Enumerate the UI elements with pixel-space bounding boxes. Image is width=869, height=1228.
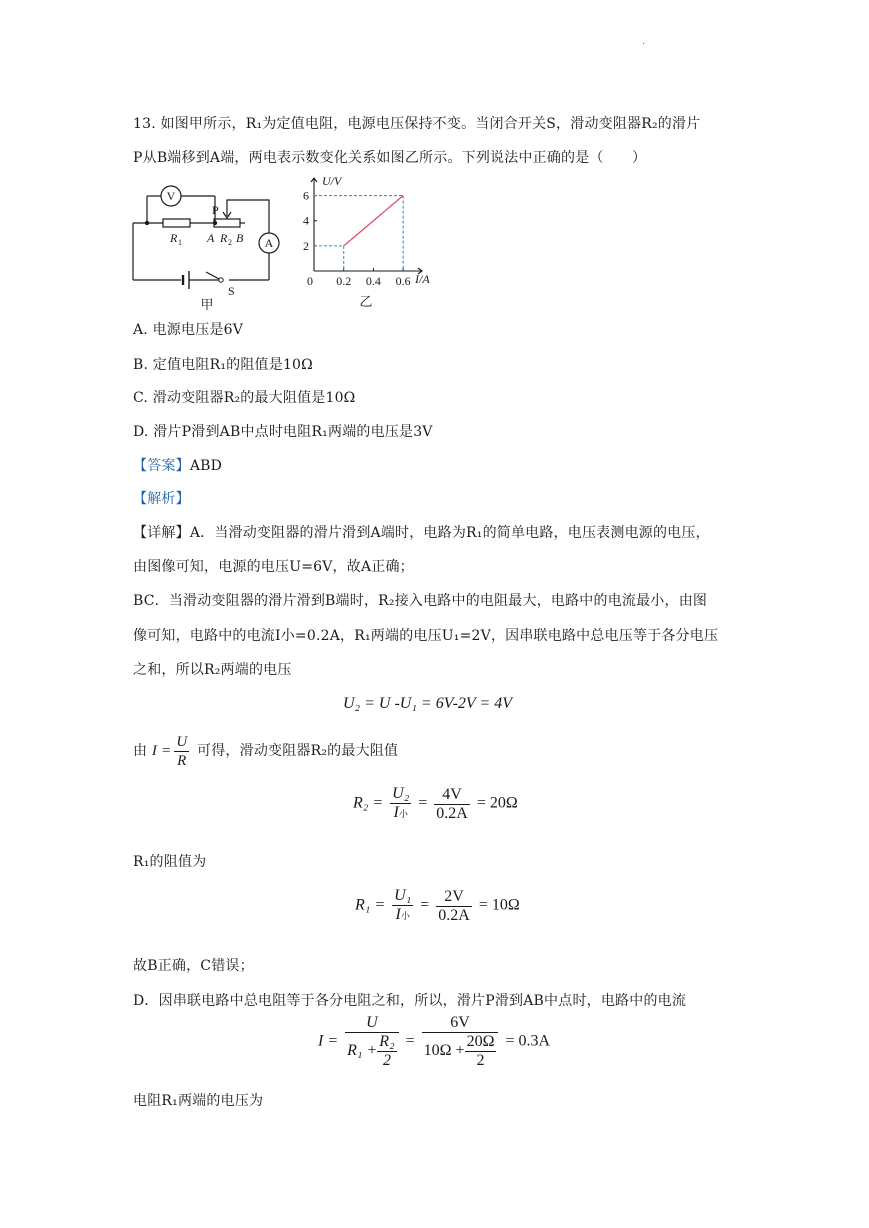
option-d: D. 滑片P滑到AB中点时电阻R₁两端的电压是3V	[133, 424, 433, 440]
i-den2-b-den: 2	[476, 1052, 485, 1069]
r1-lhs: R₁ =	[355, 896, 386, 914]
i-den2-halffrac	[465, 1033, 497, 1070]
x-tick-label: 0.4	[365, 274, 381, 288]
r1-fraction-2	[436, 888, 472, 925]
i-den2-a: 10Ω +	[423, 1042, 465, 1060]
detail-line-10: 电阻R₁两端的电压为	[133, 1093, 264, 1109]
detail-tag: 【详解】	[133, 525, 190, 541]
option-c: C. 滑动变阻器R₂的最大阻值是10Ω	[133, 390, 356, 406]
r1-subscript: 1	[178, 238, 182, 247]
switch-label: S	[228, 284, 235, 298]
graph-caption: 乙	[359, 295, 373, 310]
corner-mark: .	[642, 36, 646, 47]
terminal-b-label: B	[236, 231, 244, 245]
i-lhs: I =	[318, 1032, 339, 1050]
r1-eq: =	[420, 896, 430, 914]
u-i-graph	[300, 168, 450, 313]
r2-num1: U₂	[392, 785, 410, 802]
r1-label: R	[170, 231, 178, 245]
y-tick-label: 6	[303, 188, 309, 203]
y-tick-label: 2	[303, 238, 309, 253]
r1-den1: I	[395, 906, 401, 923]
detail-text-1: A．当滑动变阻器的滑片滑到A端时，电路为R₁的简单电路，电压表测电源的电压，	[189, 525, 710, 541]
r1-den2: 0.2A	[438, 906, 470, 924]
i-num2: 6V	[422, 1014, 499, 1033]
i-fraction-2	[422, 1014, 499, 1070]
resistor-r1-icon	[163, 219, 190, 227]
r2-fraction-1	[390, 785, 411, 823]
switch-contact	[219, 278, 223, 282]
slider-wire	[227, 200, 269, 216]
option-b: B. 定值电阻R₁的阻值是10Ω	[133, 357, 313, 373]
r2-num2: 4V	[434, 786, 470, 805]
ammeter-label: A	[264, 236, 274, 250]
i-eq: =	[405, 1032, 415, 1050]
r1-fraction-1	[392, 887, 413, 925]
formula-r1	[355, 887, 520, 925]
x-tick-label: 0.6	[395, 274, 411, 288]
series-line	[344, 196, 403, 246]
i-den1-b-num: R₂	[379, 1033, 395, 1050]
detail-line-3: BC．当滑动变阻器的滑片滑到B端时，R₂接入电路中的电阻最大，电路中的电流最小，由图	[133, 593, 708, 609]
answer-tag: 【答案】	[133, 458, 190, 474]
detail-line-7: R₁的阻值为	[133, 854, 207, 870]
detail-line-8: 故B正确，C错误；	[133, 958, 254, 974]
r2-den1-sub: 小	[398, 809, 408, 819]
x-axis-label: I/A	[415, 272, 430, 286]
detail-line-5: 之和，所以R₂两端的电压	[133, 662, 292, 678]
junction-dot	[213, 221, 217, 225]
terminal-a-label: A	[207, 231, 215, 245]
r2-label: R	[220, 231, 228, 245]
r1-den1-sub: 小	[400, 911, 410, 921]
detail-line-4: 像可知，电路中的电流I小=0.2A，R₁两端的电压U₁=2V，因串联电路中总电压等于各分电压	[133, 628, 719, 644]
detail-line-6	[133, 733, 398, 770]
formula-current	[318, 1014, 550, 1070]
detail-line-6-prefix: 由	[133, 742, 148, 759]
r2-result: = 20Ω	[476, 794, 518, 812]
i-result: = 0.3A	[505, 1032, 551, 1050]
formula-r2	[353, 785, 518, 823]
ohm-denominator: R	[177, 753, 187, 769]
detail-line-2: 由图像可知，电源的电压U=6V，故A正确；	[133, 559, 414, 575]
rheostat-r2-icon	[214, 219, 240, 227]
question-line-1: 13. 如图甲所示，R₁为定值电阻，电源电压保持不变。当闭合开关S，滑动变阻器R₂的滑片	[133, 116, 701, 132]
i-den1-a: R₁ +	[347, 1042, 378, 1060]
detail-line-6-suffix: 可得，滑动变阻器R₂的最大阻值	[197, 742, 399, 759]
slider-label: P	[212, 203, 219, 217]
option-a: A. 电源电压是6V	[133, 322, 244, 338]
equation-u2: U₂ = U -U₁ = 6V-2V = 4V	[343, 695, 512, 712]
i-fraction-1	[345, 1014, 398, 1070]
i-den1-b-den: 2	[382, 1052, 391, 1069]
r2-eq: =	[418, 794, 428, 812]
r2-fraction-2	[434, 786, 470, 823]
i-den1-halffrac	[377, 1033, 396, 1070]
r2-subscript: 2	[228, 238, 232, 247]
r2-den1: I	[393, 804, 399, 821]
origin-label: 0	[307, 274, 313, 288]
junction-dot	[145, 221, 149, 225]
ohm-law-formula	[151, 734, 193, 769]
y-tick-label: 4	[303, 213, 309, 228]
r1-result: = 10Ω	[478, 896, 520, 914]
voltmeter-label: V	[166, 189, 176, 203]
analysis-tag: 【解析】	[133, 491, 190, 507]
detail-line-9: D．因串联电路中总电阻等于各分电阻之和，所以，滑片P滑到AB中点时，电路中的电流	[133, 993, 687, 1009]
ohm-lhs: I =	[151, 742, 172, 759]
r1-num2: 2V	[436, 888, 472, 907]
ohm-numerator: U	[176, 734, 188, 750]
ohm-fraction	[174, 733, 189, 770]
answer-line	[133, 455, 222, 475]
answer-value: ABD	[189, 458, 223, 474]
r2-lhs: R₂ =	[353, 794, 384, 812]
circuit-caption: 甲	[200, 298, 214, 313]
i-den2-b-num: 20Ω	[466, 1033, 495, 1050]
circuit-diagram	[125, 180, 285, 315]
y-axis-label: U/V	[322, 174, 342, 188]
x-tick-label: 0.2	[336, 274, 352, 288]
detail-line-1	[133, 522, 710, 542]
i-num1: U	[345, 1014, 398, 1033]
question-line-2: P从B端移到A端，两电表示数变化关系如图乙所示。下列说法中正确的是（ ）	[133, 150, 647, 166]
r2-den2: 0.2A	[436, 804, 468, 822]
r1-num1: U₁	[394, 887, 412, 904]
